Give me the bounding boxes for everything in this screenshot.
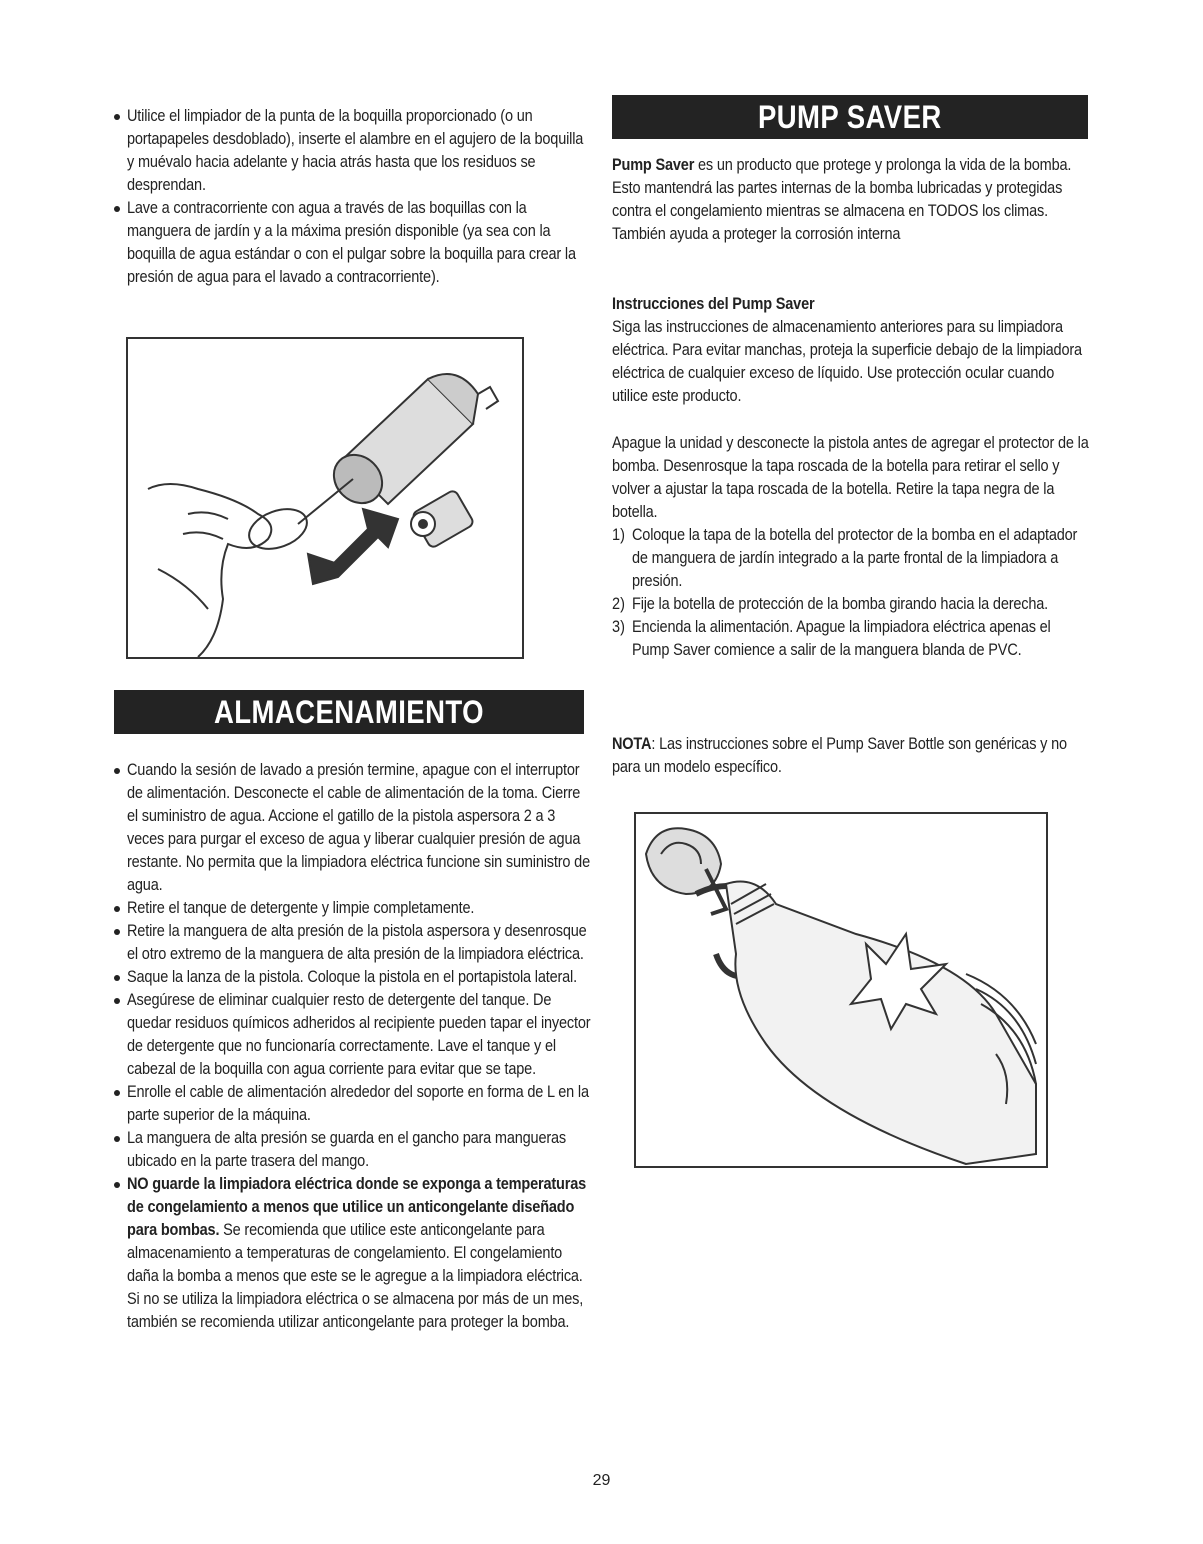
note-paragraph: NOTA: Las instrucciones sobre el Pump Saver Bottle son genéricas y no para un modelo específico. [612, 735, 1067, 776]
bullet-icon [114, 929, 120, 935]
preparation-paragraph: Apague la unidad y desconecte la pistola antes de agregar el protector de la bomba. Desenrosque la tapa roscada de la botella para retirar el sello y volver a ajustar la tapa roscada de la botella. Retire la tapa negra de la botella. [612, 434, 1089, 521]
freeze-warning-text: Se recomienda que utilice este anticongelante para almacenamiento a temperaturas de congelamiento. El congelamiento daña la bomba a menos que este se le agregue a la limpiadora eléctrica. Si no se utiliza la limpiadora eléctrica o se almacena por más de un mes, también se recomienda utilizar anticongelante para proteger la bomba. [127, 1221, 584, 1331]
bullet-icon [114, 1136, 120, 1142]
pump-saver-bottle-illustration [634, 812, 1048, 1168]
bullet-icon [114, 114, 120, 120]
pump-saver-banner [612, 95, 1088, 139]
bullet-icon [114, 906, 120, 912]
storage-bullets [114, 759, 592, 1334]
list-item: Asegúrese de eliminar cualquier resto de detergente del tanque. De quedar residuos químicos adheridos al recipiente pueden tapar el inyector de detergente que no funcionaría correctamente. Lave el tanque y el cabezal de la boquilla con agua corriente para evitar que se tape. [114, 989, 592, 1081]
page-number: 29 [592, 1472, 611, 1489]
list-item: La manguera de alta presión se guarda en el gancho para mangueras ubicado en la parte trasera del mango. [114, 1127, 592, 1173]
list-item [114, 1173, 592, 1334]
list-item: Utilice el limpiador de la punta de la boquilla proporcionado (o un portapapeles desdoblado), inserte el alambre en el agujero de la boquilla y muévalo hacia adelante y hacia atrás hasta que los residuos se desprendan. [114, 105, 592, 197]
instructions-heading: Instrucciones del Pump Saver [612, 295, 815, 313]
list-item: 1) Coloque la tapa de la botella del protector de la bomba en el adaptador de manguera de jardín integrado a la parte frontal de la limpiadora a presión. [612, 526, 1078, 590]
bullet-icon [114, 998, 120, 1004]
list-item: Enrolle el cable de alimentación alrededor del soporte en forma de L en la parte superior de la máquina. [114, 1081, 592, 1127]
intro-bullets [114, 105, 592, 289]
pump-saver-bottle-drawing [636, 814, 1046, 1166]
list-item: 2) Fije la botella de protección de la bomba girando hacia la derecha. [612, 595, 1049, 613]
list-item: Retire el tanque de detergente y limpie completamente. [114, 897, 592, 920]
bullet-icon [114, 1182, 120, 1188]
bullet-icon [114, 768, 120, 774]
storage-title: ALMACENAMIENTO [213, 693, 484, 730]
freeze-warning-bold: NO guarde la limpiadora eléctrica donde se exponga a temperaturas de congelamiento a menos que utilice un anticongelante diseñado para bombas. [127, 1175, 587, 1239]
bullet-icon [114, 1090, 120, 1096]
pump-saver-steps [612, 524, 1090, 662]
instructions-paragraph: Siga las instrucciones de almacenamiento anteriores para su limpiadora eléctrica. Para evitar manchas, proteja la superficie debajo de la limpiadora eléctrica de cualquier exceso de líquido. Use protección ocular cuando utilice este producto. [612, 318, 1082, 405]
list-item: 3) Encienda la alimentación. Apague la limpiadora eléctrica apenas el Pump Saver comience a salir de la manguera blanda de PVC. [612, 618, 1051, 659]
list-item: Cuando la sesión de lavado a presión termine, apague con el interruptor de alimentación. Desconecte el cable de alimentación de la toma. Cierre el suministro de agua. Accione el gatillo de la pistola aspersora 2 a 3 veces para purgar el exceso de agua y liberar cualquier presión de agua restante. No permita que la limpiadora eléctrica funcione sin suministro de agua. [114, 759, 592, 897]
list-item: Saque la lanza de la pistola. Coloque la pistola en el portapistola lateral. [114, 966, 592, 989]
list-item: Lave a contracorriente con agua a través de las boquillas con la manguera de jardín y a la máxima presión disponible (ya sea con la boquilla de agua estándar o con el pulgar sobre la boquilla para crear la presión de agua para el lavado a contracorriente). [114, 197, 592, 289]
bullet-icon [114, 206, 120, 212]
nozzle-cleaning-illustration [126, 337, 524, 659]
bullet-icon [114, 975, 120, 981]
list-item: Retire la manguera de alta presión de la pistola aspersora y desenrosque el otro extremo de la manguera de alta presión de la limpiadora eléctrica. [114, 920, 592, 966]
pump-saver-title: PUMP SAVER [758, 98, 942, 135]
pump-saver-intro: Pump Saver es un producto que protege y prolonga la vida de la bomba. Esto mantendrá las partes internas de la bomba lubricadas y protegidas contra el congelamiento mientras se almacena en TODOS los climas. También ayuda a proteger la corrosión interna [612, 156, 1072, 243]
storage-section-banner [114, 690, 584, 734]
nozzle-cleaning-drawing [128, 339, 522, 657]
